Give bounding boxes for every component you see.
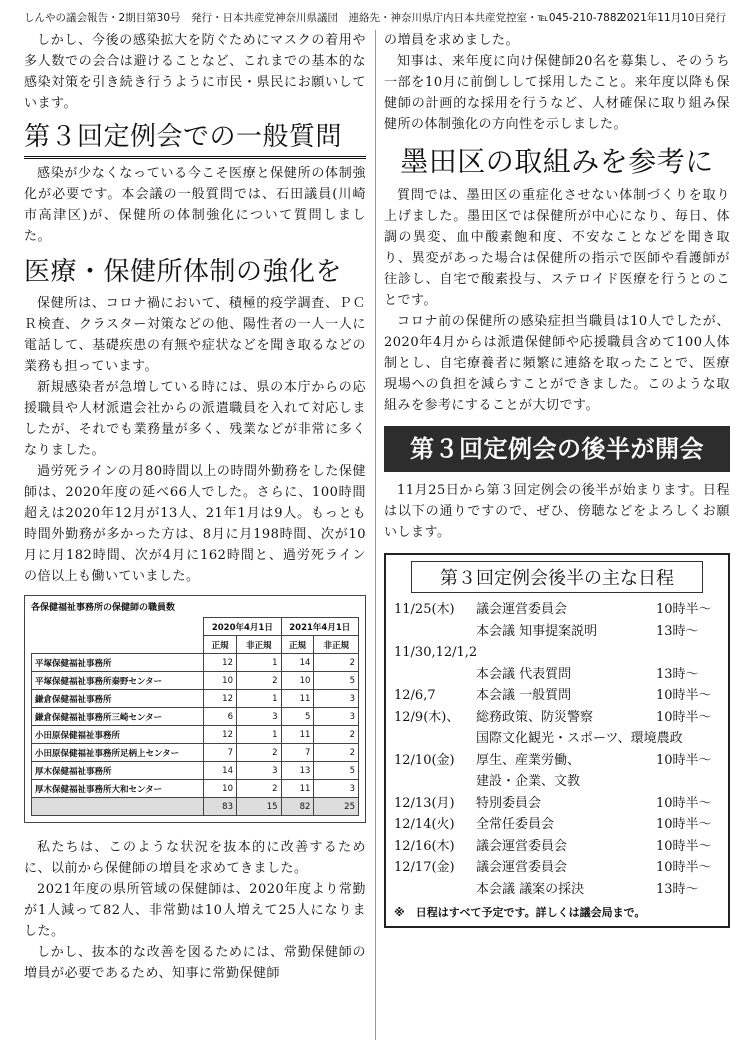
staff-count-cell: 12 (204, 690, 237, 708)
staff-count-cell: 3 (237, 708, 282, 726)
staff-count-cell: 10 (204, 780, 237, 798)
schedule-row (394, 599, 720, 621)
paragraph: 知事は、来年度に向け保健師20名を募集し、そのうち一部を10月に前倒しして採用したこと。来年度以降も保健師の計画的な採用を行うなど、人材確保に取り組み保健所の体制強化の方向性を示しました。 (384, 54, 730, 132)
schedule-row (394, 664, 720, 686)
schedule-date: 12/10(金) (394, 752, 455, 768)
paragraph: の増員を求めました。 (384, 33, 520, 48)
staff-count-cell: 12 (204, 726, 237, 744)
schedule-row (394, 642, 720, 664)
schedule-date: 11/30,12/1,2 (394, 645, 478, 660)
schedule-event: 議会運営委員会 (476, 602, 568, 617)
col-regular: 正規 (281, 636, 314, 654)
staff-count-cell: 5 (314, 762, 359, 780)
table-total-row (32, 798, 359, 816)
staff-count-cell: 2 (314, 726, 359, 744)
office-name: 鎌倉保健福祉事務所 (32, 690, 204, 708)
paragraph: 過労死ラインの月80時間以上の時間外勤務をした保健師は、2020年度の延べ66人でした。さらに、100時間超えは2020年12月が13人、21年1月は9人。もっとも時間外勤務が多かった方は、8月に月198時間、次が10月に月182時間、次が4月に162時間と、過労死ラインの倍以上も働いていました。 (24, 464, 366, 584)
staff-count-cell: 2 (314, 654, 359, 672)
total-cell: 82 (281, 798, 314, 816)
office-name: 鎌倉保健福祉事務所三崎センター (32, 708, 204, 726)
schedule-time: 10時半～ (656, 602, 712, 617)
schedule-event: 厚生、産業労働、 (476, 752, 581, 768)
staff-count-cell: 6 (204, 708, 237, 726)
col-regular: 正規 (204, 636, 237, 654)
table-row (32, 744, 359, 762)
col-nonregular: 非正規 (314, 636, 359, 654)
schedule-time: 10時半～ (656, 817, 712, 832)
schedule-event: 本会議 代表質問 (476, 666, 572, 682)
schedule-event: 議会運営委員会 (476, 838, 568, 854)
table-row (32, 690, 359, 708)
right-column (384, 30, 730, 928)
staff-count-cell: 1 (237, 726, 282, 744)
schedule-row (394, 750, 720, 772)
table-row (32, 780, 359, 798)
schedule-row (394, 771, 720, 793)
schedule-event: 特別委員会 (476, 795, 542, 811)
staff-count-cell: 1 (237, 690, 282, 708)
page-header (24, 8, 726, 26)
total-cell: 15 (237, 798, 282, 816)
schedule-event: 本会議 知事提案説明 (476, 623, 598, 639)
table-caption: 各保健福祉事務所の保健師の職員数 (31, 603, 176, 613)
paragraph: 質問では、墨田区の重症化させない体制づくりを取り上げました。墨田区では保健所が中心になり、毎日、体調の異変、血中酸素飽和度、不安なことなどを聞き取り、異変があった場合は保健所の指示で医師や看護師が往診し、自宅で酸素投与、ステロイド医療を行うとのことです。 (384, 188, 730, 308)
staff-count-cell: 5 (281, 708, 314, 726)
staff-count-cell: 3 (314, 780, 359, 798)
staff-count-cell: 7 (204, 744, 237, 762)
schedule-time: 10時半～ (656, 860, 712, 875)
schedule-date: 12/17(金) (394, 860, 455, 875)
schedule-row (394, 857, 720, 879)
staff-count-cell: 3 (314, 690, 359, 708)
schedule-event: 国際文化観光・スポーツ、環境農政 (476, 731, 683, 746)
staff-count-cell: 7 (281, 744, 314, 762)
paragraph: 11月25日から第３回定例会の後半が始まります。日程は以下の通りですので、ぜひ、傍聴などをよろしくお願いします。 (384, 483, 730, 540)
table-row (32, 708, 359, 726)
schedule-date: 12/6,7 (394, 688, 436, 703)
staff-count-cell: 3 (237, 762, 282, 780)
schedule-time: 10時半～ (656, 688, 712, 703)
header-date: 2021年11月10日発行 (620, 12, 726, 24)
schedule-row (394, 621, 720, 643)
schedule-event: 本会議 議案の採決 (476, 881, 585, 897)
paragraph: 保健所は、コロナ禍において、積極的疫学調査、ＰＣＲ検査、クラスター対策などの他、陽性者の一人一人に電話して、基礎疾患の有無や症状などを聞き取るなどの業務も担っています。 (24, 296, 366, 374)
schedule-event: 議会運営委員会 (476, 860, 568, 875)
staff-count-cell: 14 (204, 762, 237, 780)
table-row (32, 654, 359, 672)
schedule-date: 12/14(火) (394, 817, 455, 832)
staff-count-cell: 10 (204, 672, 237, 690)
heading-general-question: 第３回定例会での一般質問 (24, 120, 366, 159)
paragraph: しかし、今後の感染拡大を防ぐためにマスクの着用や多人数での会合は避けることなど、これまでの基本的な感染対策を引き続き行うように市民・県民にお願いしています。 (24, 33, 366, 111)
office-name: 小田原保健福祉事務所足柄上センター (32, 744, 204, 762)
col-nonregular: 非正規 (237, 636, 282, 654)
paragraph: しかし、抜本的な改善を図るためには、常勤保健師の増員が必要であるため、知事に常勤保健師 (24, 945, 366, 981)
schedule-time: 13時～ (656, 623, 699, 639)
schedule-date: 11/25(木) (394, 602, 455, 617)
staff-count-cell: 10 (281, 672, 314, 690)
office-name: 平塚保健福祉事務所 (32, 654, 204, 672)
schedule-note: ※ 日程はすべて予定です。詳しくは議会局まで。 (394, 906, 646, 919)
schedule-time: 10時半～ (656, 752, 712, 768)
staff-count-cell: 1 (237, 654, 282, 672)
schedule-row (394, 793, 720, 815)
staff-table-box (24, 595, 366, 823)
schedule-row (394, 836, 720, 858)
office-name: 厚木保健福祉事務所大和センター (32, 780, 204, 798)
paragraph: コロナ前の保健所の感染症担当職員は10人でしたが、2020年4月からは派遣保健師や応援職員含めて100人体制とし、自宅療養者に頻繁に連絡を取ったことで、医療現場への負担を減らすことができました。このような取組みを参考にすることが大切です。 (384, 314, 730, 413)
staff-count-cell: 2 (237, 744, 282, 762)
schedule-time: 10時半～ (656, 838, 712, 854)
schedule-row (394, 707, 720, 729)
staff-count-cell: 11 (281, 780, 314, 798)
paragraph: 私たちは、このような状況を抜本的に改善するために、以前から保健師の増員を求めてきました。 (24, 840, 366, 876)
paragraph: 2021年度の県所管域の保健師は、2020年度より常勤が1人減って82人、非常勤は10人増えて25人になりました。 (24, 882, 366, 939)
schedule-date: 12/16(木) (394, 838, 455, 854)
schedule-time: 10時半～ (656, 709, 712, 725)
col-year-2021: 2021年4月1日 (281, 618, 358, 636)
staff-count-cell: 12 (204, 654, 237, 672)
schedule-title: 第３回定例会後半の主な日程 (411, 561, 703, 593)
left-column (24, 30, 366, 984)
schedule-event: 建設・企業、文教 (476, 774, 581, 789)
schedule-time: 13時～ (656, 881, 699, 897)
heading-session-second-half: 第３回定例会の後半が開会 (384, 426, 730, 472)
header-publisher: しんやの議会報告・2期目第30号 発行・日本共産党神奈川県議団 連絡先・神奈川県庁内日本共産党控室・℡045-210-7882 (24, 12, 624, 24)
paragraph: 感染が少なくなっている今こそ医療と保健所の体制強化が必要です。本会議の一般質問では、石田議員(川崎市高津区)が、保健所の体制強化について質問しました。 (24, 166, 366, 244)
office-name: 厚木保健福祉事務所 (32, 762, 204, 780)
col-year-2020: 2020年4月1日 (204, 618, 281, 636)
schedule-box (384, 553, 730, 928)
staff-count-cell: 5 (314, 672, 359, 690)
schedule-row (394, 685, 720, 707)
schedule-event: 本会議 一般質問 (476, 688, 572, 703)
schedule-date: 12/13(月) (394, 795, 455, 811)
schedule-row (394, 879, 720, 901)
table-row (32, 672, 359, 690)
staff-count-cell: 2 (237, 780, 282, 798)
column-divider (375, 30, 376, 1040)
schedule-time: 10時半～ (656, 795, 712, 811)
staff-count-cell: 2 (314, 744, 359, 762)
paragraph: 新規感染者が急増している時には、県の本庁からの応援職員や人材派遣会社からの派遣職員を入れて対応しましたが、それでも業務量が多く、残業などが非常に多くなりました。 (24, 380, 366, 458)
schedule-row (394, 728, 720, 750)
staff-count-cell: 3 (314, 708, 359, 726)
table-row (32, 726, 359, 744)
schedule-date: 12/9(木)、 (394, 709, 460, 725)
schedule-row (394, 814, 720, 836)
staff-count-cell: 13 (281, 762, 314, 780)
staff-count-cell: 2 (237, 672, 282, 690)
table-row (32, 762, 359, 780)
heading-sumida: 墨田区の取組みを参考に (400, 145, 714, 178)
schedule-event: 総務政策、防災警察 (476, 709, 594, 725)
total-cell: 25 (314, 798, 359, 816)
heading-medical-system: 医療・保健所体制の強化を (24, 257, 343, 287)
staff-count-cell: 11 (281, 690, 314, 708)
office-name: 平塚保健福祉事務所秦野センター (32, 672, 204, 690)
schedule-list (394, 599, 720, 900)
staff-count-cell: 14 (281, 654, 314, 672)
staff-table (31, 617, 359, 816)
schedule-event: 全常任委員会 (476, 817, 555, 832)
staff-count-cell: 11 (281, 726, 314, 744)
office-name: 小田原保健福祉事務所 (32, 726, 204, 744)
schedule-time: 13時～ (656, 666, 699, 682)
total-cell: 83 (204, 798, 237, 816)
